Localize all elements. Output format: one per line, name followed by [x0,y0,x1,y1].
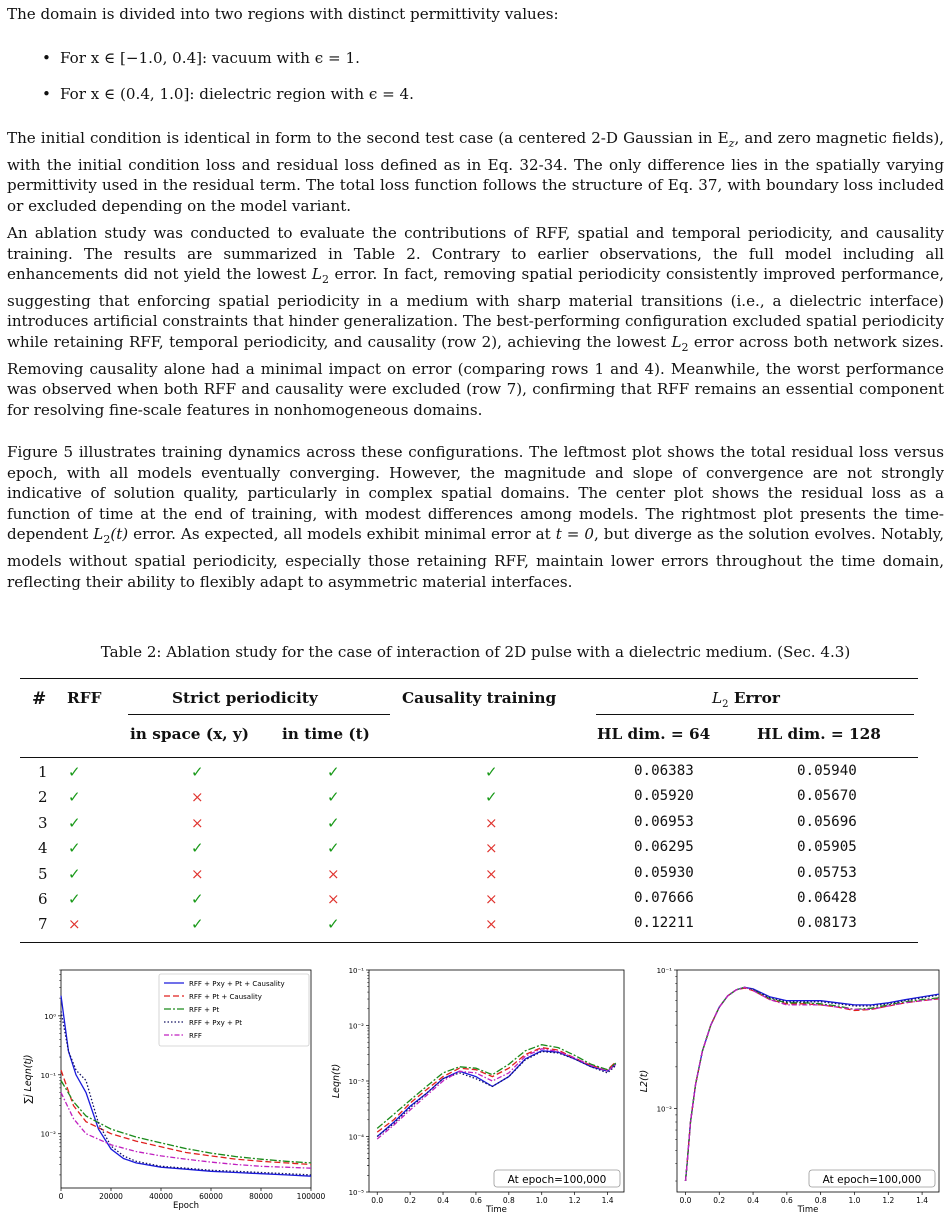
cell-n: 7 [38,915,48,934]
cell-e64: 0.06383 [634,763,694,779]
p3-text-b: error. As expected, all models exhibit minimal error at [128,525,556,544]
series-line [686,987,940,1181]
x-tick-label: 0.8 [814,1196,827,1205]
x-tick-label: 0.0 [371,1196,384,1205]
x-tick-label: 0.2 [713,1196,726,1205]
p3-l2: L [93,525,104,544]
cell-e128: 0.05753 [797,864,857,881]
y-tick-label: 10⁻¹ [348,967,364,975]
x-tick-label: 0 [58,1192,64,1201]
cell-rff: × [68,915,81,934]
p1-subscript: z [728,137,735,151]
x-tick-label: 0.6 [780,1196,793,1205]
p2-text-c: error across both network sizes. Removing causality alone had a minimal impact on error (comparing rows 1 and 4). Meanwhile, the worst performance was observed when both RFF and causality were excluded (row 7), confirming that RFF remains an essential component for resolving fine-scale features in nonhomogeneous domains. [7,332,944,419]
cell-space: ✓ [191,915,204,934]
cell-time: ✓ [327,813,340,832]
cell-time: × [327,864,340,883]
cell-time: ✓ [327,839,340,858]
cell-e64: 0.12211 [634,915,694,932]
cell-n: 3 [38,813,48,832]
p3-text-c: , but diverge as the solution evolves. Notably, models without spatial periodicity, especially those retaining RFF, maintain lower errors throughout the time domain, reflecting their ability to flexibly adapt to asymmetric material interfaces. [7,525,944,591]
header-strict-periodicity: Strict periodicity [172,689,318,707]
y-tick-label: 10⁻⁵ [348,1189,364,1197]
header-causality: Causality training [402,689,557,707]
y-axis-label: Leqn(t) [331,1063,342,1099]
cell-space: ✓ [191,763,204,781]
p3-t0: t = 0 [555,525,595,544]
p3-text-a: Figure 5 illustrates training dynamics across these configurations. The leftmost plot shows the total residual loss versus epoch, with all models eventually converging. However, the magnitude and slope of convergence are not strongly indicative of solution quality, particularly in complex spatial domains. The center plot shows the residual loss as a function of time at the end of training, with modest differences among models. The rightmost plot presents the time-dependent [7,443,944,544]
x-axis-label: Time [486,1205,507,1215]
header-l2-error [712,689,780,710]
y-tick-label: 10⁻² [348,1022,364,1031]
p3-l2-sub: 2 [103,533,111,547]
cell-caus: × [485,864,498,883]
cell-e64: 0.06953 [634,813,694,830]
x-tick-label: 1.0 [535,1196,548,1205]
legend-label: RFF + Pxy + Pt + Causality [189,980,285,988]
table-bottom-rule [20,942,918,943]
y-tick-label: 10⁻¹ [656,967,672,975]
cell-time: ✓ [327,763,340,781]
periodicity-subrule [128,714,390,715]
cell-n: 4 [38,839,48,858]
x-tick-label: 1.4 [916,1196,929,1205]
cell-caus: × [485,813,498,832]
p2-text-a: An ablation study was conducted to evaluate the contributions of RFF, spatial and temporal periodicity, and causality training. The results are summarized in Table 2. Contrary to earlier observations, the full model including all enhancements did not yield the lowest [7,224,944,284]
cell-rff: ✓ [68,839,81,858]
series-line [686,987,940,1181]
cell-rff: ✓ [68,864,81,883]
cell-e128: 0.05696 [797,813,857,830]
cell-e64: 0.06295 [634,839,694,856]
series-line [686,987,940,1181]
x-tick-label: 1.4 [601,1196,614,1205]
p2-l2-sub-a: 2 [321,273,329,287]
header-hl128: HL dim. = 128 [757,725,881,743]
initial-condition-paragraph [7,128,944,216]
x-tick-label: 1.2 [568,1196,581,1205]
x-tick-label: 1.2 [882,1196,895,1205]
x-tick-label: 0.4 [437,1196,450,1205]
legend-label: RFF [189,1032,202,1040]
cell-n: 6 [38,890,48,908]
cell-e128: 0.08173 [797,915,857,932]
header-hl64: HL dim. = 64 [597,725,711,743]
table-caption: Table 2: Ablation study for the case of interaction of 2D pulse with a dielectric medium. (Sec. 4.3) [100,643,851,661]
p1-text-b: , and zero magnetic fields), with the initial condition loss and residual loss defined as in Eq. 32-34. The only difference lies in the spatially varying permittivity used in the residual term. The total loss function follows the structure of Eq. 37, with boundary loss included or excluded depending on the model variant. [7,129,945,215]
header-l2-symbol: L [712,689,723,707]
cell-time: ✓ [327,788,340,807]
cell-space: × [191,864,204,883]
p2-l2-sub-b: 2 [681,341,689,354]
cell-e128: 0.05940 [797,763,857,779]
cell-caus: × [485,890,498,908]
y-tick-label: 10⁻² [656,1105,672,1114]
series-line [686,987,940,1181]
legend-label: RFF + Pxy + Pt [189,1019,243,1027]
series-line [377,1045,616,1129]
annotation-label: At epoch=100,000 [822,1174,922,1186]
x-tick-label: 100000 [296,1192,326,1201]
cell-rff: ✓ [68,788,81,807]
cell-space: × [191,788,204,807]
p2-l2-a: L [311,265,322,284]
series-line [61,1081,311,1163]
legend-label: RFF + Pt [189,1006,220,1014]
cell-n: 2 [38,788,48,807]
x-tick-label: 80000 [249,1192,273,1201]
table-mid-rule [20,757,918,758]
x-tick-label: 0.6 [469,1196,482,1205]
x-tick-label: 40000 [149,1192,173,1201]
cell-e64: 0.05920 [634,788,694,805]
x-axis-label: Epoch [172,1201,200,1211]
cell-space: ✓ [191,890,204,908]
y-tick-label: 10⁻⁴ [348,1133,364,1142]
table-top-rule [20,678,918,679]
cell-time: × [327,890,340,908]
y-axis-label: L2(t) [639,1069,650,1093]
cell-caus: × [485,915,498,934]
cell-caus: × [485,839,498,858]
header-rff: RFF [67,689,102,707]
header-l2-rest: Error [728,689,780,707]
y-axis-label: ∑j Leqn(tj) [23,1054,34,1104]
bullet-vacuum: • For x ∈ [−1.0, 0.4]: vacuum with ϵ = 1. [60,49,360,67]
x-axis-label: Time [797,1205,819,1215]
residual-loss-vs-time-chart [319,958,632,1217]
residual-loss-vs-epoch-chart [3,958,326,1217]
l2-subrule [596,714,914,715]
x-tick-label: 1.0 [848,1196,861,1205]
intro-paragraph: The domain is divided into two regions with distinct permittivity values: [7,5,559,23]
series-line [377,1051,616,1137]
plot-frame [369,970,624,1192]
p3-l2-t: (t) [110,525,129,544]
series-line [61,1070,311,1164]
p2-l2-b: L [671,332,682,351]
series-line [686,988,940,1181]
cell-space: × [191,813,204,832]
legend-label: RFF + Pt + Causality [189,993,262,1001]
cell-e128: 0.05670 [797,788,857,805]
cell-rff: ✓ [68,813,81,832]
x-tick-label: 0.8 [502,1196,515,1205]
ablation-paragraph [7,223,944,420]
header-in-time: in time (t) [282,725,370,743]
p2-text-b: error. In fact, removing spatial periodicity consistently improved performance, suggesting that enforcing spatial periodicity in a medium with sharp material transitions (i.e., a dielectric interface) introduces artificial constraints that hinder generalization. The best-performing configuration excluded spatial periodicity while retaining RFF, temporal periodicity, and causality (row 2), achieving the lowest [7,265,944,351]
cell-e64: 0.07666 [634,890,694,906]
cell-caus: ✓ [485,788,498,807]
cell-e64: 0.05930 [634,864,694,881]
cell-n: 5 [38,864,48,883]
x-tick-label: 0.2 [404,1196,417,1205]
y-tick-label: 10⁰ [44,1012,56,1021]
x-tick-label: 60000 [199,1192,223,1201]
x-tick-label: 0.4 [747,1196,760,1205]
training-dynamics-paragraph [7,442,944,592]
cell-rff: ✓ [68,763,81,781]
x-tick-label: 20000 [99,1192,123,1201]
cell-caus: ✓ [485,763,498,781]
header-in-space: in space (x, y) [130,725,249,743]
y-tick-label: 10⁻³ [348,1078,364,1086]
cell-e128: 0.05905 [797,839,857,856]
series-line [377,1052,616,1137]
header-number: # [32,689,47,709]
bullet-dielectric: • For x ∈ (0.4, 1.0]: dielectric region with ϵ = 4. [60,85,414,103]
cell-space: ✓ [191,839,204,858]
series-line [377,1049,616,1139]
p1-text-a: The initial condition is identical in form to the second test case (a centered 2-D Gaussian in E [7,129,729,147]
header-l2-sub: 2 [722,699,729,711]
cell-rff: ✓ [68,890,81,908]
cell-n: 1 [38,763,48,781]
l2-error-vs-time-chart [632,958,948,1217]
x-tick-label: 0.0 [679,1196,692,1205]
cell-e128: 0.06428 [797,890,857,906]
series-line [61,1093,311,1169]
annotation-label: At epoch=100,000 [507,1174,607,1186]
y-tick-label: 10⁻² [40,1130,56,1139]
cell-time: ✓ [327,915,340,934]
y-tick-label: 10⁻¹ [40,1071,56,1080]
